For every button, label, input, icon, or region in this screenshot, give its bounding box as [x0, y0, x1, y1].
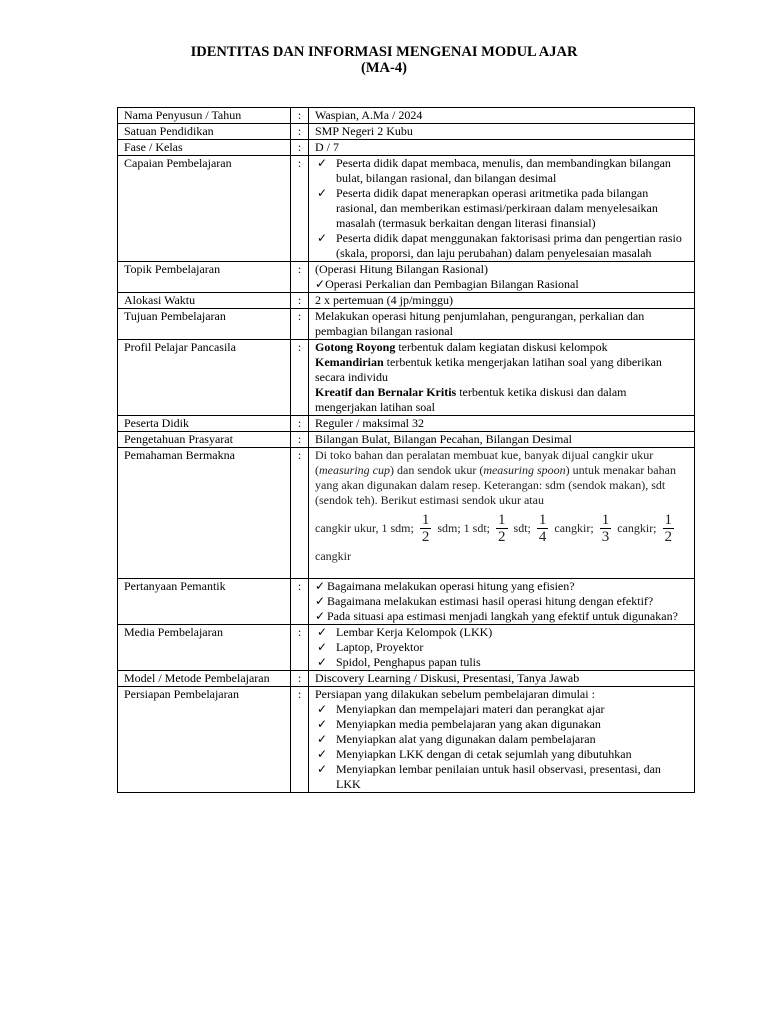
pertanyaan-item: [315, 579, 688, 594]
label-pertanyaan: Pertanyaan Pemantik: [118, 579, 291, 625]
checkmark-icon: ✓: [317, 732, 328, 746]
profil-kreatif-text: terbentuk ketika diskusi dan dalam mengerjakan latihan soal: [315, 385, 627, 414]
value-profil: [309, 340, 695, 416]
persiapan-item: [315, 747, 688, 762]
row-profil: [118, 340, 695, 416]
value-penyusun: Waspian, A.Ma / 2024: [309, 108, 695, 124]
label-tujuan: Tujuan Pembelajaran: [118, 309, 291, 340]
checkmark-icon: ✓: [317, 717, 328, 731]
fraction-unit: cangkir;: [617, 521, 657, 535]
fraction: [496, 512, 508, 545]
checkmark-icon: ✓: [315, 579, 326, 593]
persiapan-item: [315, 717, 688, 732]
pemahaman-italic-2: measuring spoon: [483, 463, 566, 477]
colon: :: [291, 416, 309, 432]
fraction-numerator: 1: [664, 512, 673, 528]
persiapan-intro: Persiapan yang dilakukan sebelum pembelajaran dimulai :: [315, 687, 595, 701]
profil-gotong-royong-title: Gotong Royong: [315, 340, 396, 354]
persiapan-item: [315, 702, 688, 717]
fraction-numerator: 1: [601, 512, 610, 528]
pemahaman-text-3: ) untuk menakar bahan yang akan digunakan dalam resep. Keterangan: sdm (sendok makan), sdt (sendok teh). Berikut estimasi sendok ukur atau: [315, 463, 676, 507]
value-model: Discovery Learning / Diskusi, Presentasi, Tanya Jawab: [309, 671, 695, 687]
capaian-item: [315, 156, 688, 186]
value-fase: D / 7: [309, 140, 695, 156]
fraction-denominator: 2: [498, 529, 506, 545]
media-item: [315, 625, 688, 640]
checkmark-icon: ✓: [317, 231, 328, 245]
fraction-denominator: 3: [601, 529, 610, 545]
checkmark-icon: ✓: [315, 277, 326, 291]
persiapan-item: [315, 732, 688, 747]
colon: :: [291, 124, 309, 140]
fraction: [663, 512, 675, 545]
value-peserta: Reguler / maksimal 32: [309, 416, 695, 432]
persiapan-item-text: Menyiapkan lembar penilaian untuk hasil observasi, presentasi, dan LKK: [336, 762, 661, 791]
media-item: [315, 640, 688, 655]
profil-kemandirian: [315, 355, 688, 385]
label-prasyarat: Pengetahuan Prasyarat: [118, 432, 291, 448]
pertanyaan-item-text: Bagaimana melakukan operasi hitung yang efisien?: [327, 579, 575, 593]
capaian-item-text: Peserta didik dapat membaca, menulis, dan membandingkan bilangan bulat, bilangan rasional, dan bilangan desimal: [336, 156, 671, 185]
row-pertanyaan: [118, 579, 695, 625]
persiapan-item: [315, 762, 688, 792]
profil-gotong-royong: [315, 340, 688, 355]
fraction-prefix: cangkir ukur, 1 sdm;: [315, 521, 414, 535]
measure-fraction-line: [315, 512, 688, 545]
module-identity-table: [117, 107, 695, 793]
checkmark-icon: ✓: [317, 156, 328, 170]
value-media: [309, 625, 695, 671]
value-topik: [309, 262, 695, 293]
pertanyaan-item: [315, 609, 688, 624]
profil-kemandirian-title: Kemandirian: [315, 355, 384, 369]
checkmark-icon: ✓: [317, 186, 328, 200]
colon: :: [291, 625, 309, 671]
fraction-numerator: 1: [421, 512, 430, 528]
colon: :: [291, 156, 309, 262]
value-satuan: SMP Negeri 2 Kubu: [309, 124, 695, 140]
pertanyaan-item-text: Pada situasi apa estimasi menjadi langkah yang efektif untuk digunakan?: [327, 609, 678, 623]
value-pemahaman: [309, 448, 695, 579]
checkmark-icon: ✓: [317, 640, 328, 654]
pemahaman-paragraph: [315, 448, 688, 508]
row-media: [118, 625, 695, 671]
value-persiapan: [309, 687, 695, 793]
fraction-denominator: 2: [421, 529, 430, 545]
checkmark-icon: ✓: [317, 625, 328, 639]
checkmark-icon: ✓: [317, 702, 328, 716]
fraction-unit: sdm; 1 sdt;: [437, 521, 491, 535]
pemahaman-text-2: ) dan sendok ukur (: [390, 463, 484, 477]
label-topik: Topik Pembelajaran: [118, 262, 291, 293]
capaian-item: [315, 231, 688, 261]
fraction-denominator: 2: [664, 529, 673, 545]
profil-gotong-royong-text: terbentuk dalam kegiatan diskusi kelompok: [395, 340, 608, 354]
colon: :: [291, 579, 309, 625]
persiapan-item-text: Menyiapkan dan mempelajari materi dan perangkat ajar: [336, 702, 605, 716]
title-line-2: (MA-4): [361, 60, 407, 76]
media-item-text: Lembar Kerja Kelompok (LKK): [336, 625, 493, 639]
checkmark-icon: ✓: [315, 594, 326, 608]
row-alokasi: [118, 293, 695, 309]
checkmark-icon: ✓: [317, 655, 328, 669]
persiapan-item-text: Menyiapkan alat yang digunakan dalam pembelajaran: [336, 732, 596, 746]
label-capaian: Capaian Pembelajaran: [118, 156, 291, 262]
label-persiapan: Persiapan Pembelajaran: [118, 687, 291, 793]
row-prasyarat: [118, 432, 695, 448]
pemahaman-italic-1: measuring cup: [319, 463, 390, 477]
colon: :: [291, 262, 309, 293]
pemahaman-text-1: Di toko bahan dan peralatan membuat kue, banyak dijual cangkir ukur (: [315, 448, 654, 477]
value-capaian: [309, 156, 695, 262]
row-tujuan: [118, 309, 695, 340]
fraction: [420, 512, 432, 545]
colon: :: [291, 671, 309, 687]
document-title: [0, 44, 768, 76]
fraction-numerator: 1: [498, 512, 506, 528]
label-penyusun: Nama Penyusun / Tahun: [118, 108, 291, 124]
label-fase: Fase / Kelas: [118, 140, 291, 156]
persiapan-item-text: Menyiapkan LKK dengan di cetak sejumlah yang dibutuhkan: [336, 747, 632, 761]
pertanyaan-item-text: Bagaimana melakukan estimasi hasil operasi hitung dengan efektif?: [327, 594, 654, 608]
row-peserta: [118, 416, 695, 432]
topik-line-2: [315, 277, 688, 292]
fraction-unit: cangkir;: [554, 521, 594, 535]
capaian-item-text: Peserta didik dapat menerapkan operasi aritmetika pada bilangan rasional, dan memberikan estimasi/perkiraan dalam menyelesaikan masalah (termasuk berkaitan dengan literasi finansial): [336, 186, 658, 230]
profil-kreatif: [315, 385, 688, 415]
colon: :: [291, 340, 309, 416]
row-model: [118, 671, 695, 687]
fraction: [537, 512, 549, 545]
colon: :: [291, 108, 309, 124]
colon: :: [291, 448, 309, 579]
capaian-item: [315, 186, 688, 231]
label-alokasi: Alokasi Waktu: [118, 293, 291, 309]
label-peserta: Peserta Didik: [118, 416, 291, 432]
row-capaian: [118, 156, 695, 262]
row-penyusun: [118, 108, 695, 124]
capaian-item-text: Peserta didik dapat menggunakan faktorisasi prima dan pengertian rasio (skala, proporsi, dan laju perubahan) dalam penyelesaian masalah: [336, 231, 682, 260]
pemahaman-end: cangkir: [315, 549, 351, 563]
profil-kemandirian-text: terbentuk ketika mengerjakan latihan soal yang diberikan secara individu: [315, 355, 662, 384]
label-satuan: Satuan Pendidikan: [118, 124, 291, 140]
colon: :: [291, 309, 309, 340]
profil-kreatif-title: Kreatif dan Bernalar Kritis: [315, 385, 457, 399]
value-pertanyaan: [309, 579, 695, 625]
label-model: Model / Metode Pembelajaran: [118, 671, 291, 687]
topik-line-1: (Operasi Hitung Bilangan Rasional): [315, 262, 488, 276]
label-profil: Profil Pelajar Pancasila: [118, 340, 291, 416]
value-prasyarat: Bilangan Bulat, Bilangan Pecahan, Bilangan Desimal: [309, 432, 695, 448]
value-tujuan: Melakukan operasi hitung penjumlahan, pengurangan, perkalian dan pembagian bilangan rasional: [309, 309, 695, 340]
media-item: [315, 655, 688, 670]
row-satuan: [118, 124, 695, 140]
label-pemahaman: Pemahaman Bermakna: [118, 448, 291, 579]
colon: :: [291, 687, 309, 793]
fraction-denominator: 4: [538, 529, 547, 545]
row-topik: [118, 262, 695, 293]
title-line-1: IDENTITAS DAN INFORMASI MENGENAI MODUL AJAR: [190, 44, 578, 60]
media-item-text: Laptop, Proyektor: [336, 640, 424, 654]
persiapan-item-text: Menyiapkan media pembelajaran yang akan digunakan: [336, 717, 601, 731]
colon: :: [291, 432, 309, 448]
topik-line-2-text: Operasi Perkalian dan Pembagian Bilangan Rasional: [325, 277, 579, 291]
colon: :: [291, 140, 309, 156]
fraction: [600, 512, 612, 545]
colon: :: [291, 293, 309, 309]
row-pemahaman: [118, 448, 695, 579]
row-persiapan: [118, 687, 695, 793]
value-alokasi: 2 x pertemuan (4 jp/minggu): [309, 293, 695, 309]
row-fase: [118, 140, 695, 156]
fraction-unit: sdt;: [513, 521, 531, 535]
pertanyaan-item: [315, 594, 688, 609]
label-media: Media Pembelajaran: [118, 625, 291, 671]
checkmark-icon: ✓: [317, 762, 328, 776]
media-item-text: Spidol, Penghapus papan tulis: [336, 655, 481, 669]
checkmark-icon: ✓: [317, 747, 328, 761]
checkmark-icon: ✓: [315, 609, 326, 623]
fraction-numerator: 1: [538, 512, 547, 528]
